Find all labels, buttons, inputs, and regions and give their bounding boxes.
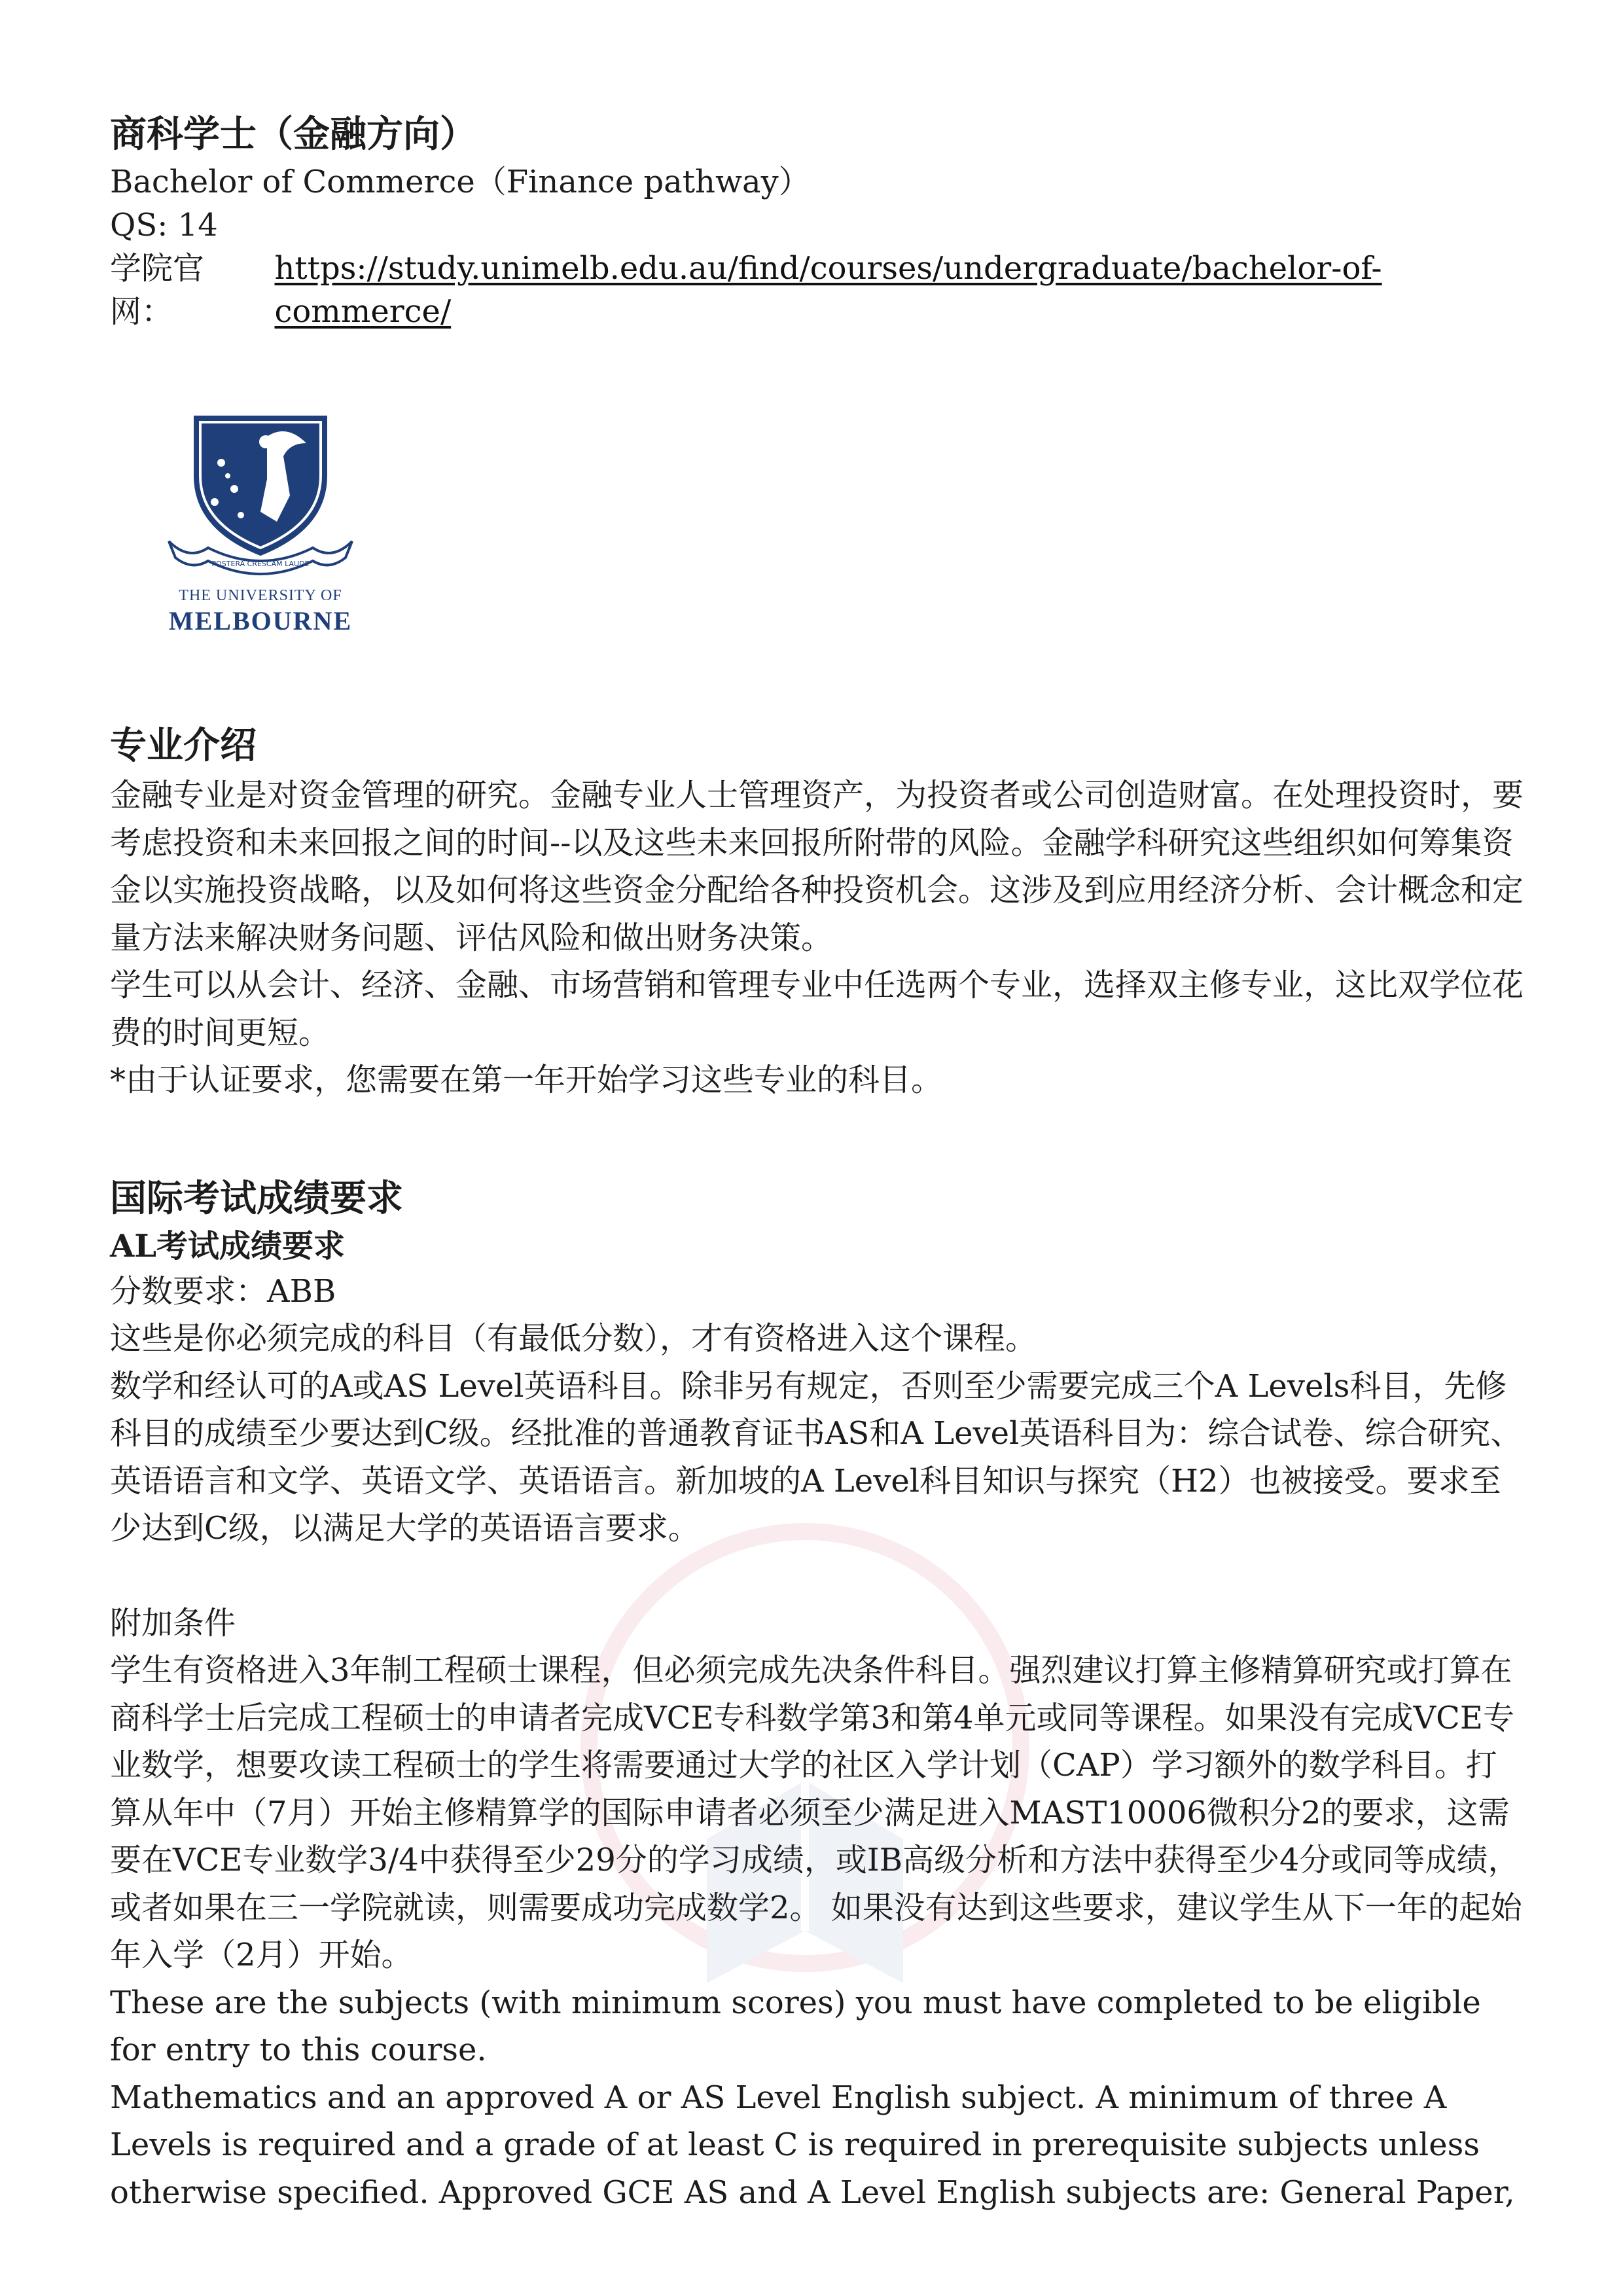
score-requirement: 分数要求：ABB — [110, 1272, 336, 1310]
logo-text-line1: THE UNIVERSITY OF — [179, 587, 342, 604]
page-title: 商科学士（金融方向） — [110, 113, 476, 156]
english-paragraph-2: Mathematics and an approved A or AS Level English subject. A minimum of three A Levels is required and a grade of at least C is required in prerequisite subjects unless otherwise specified. Approved GCE AS and A Level English subjects are: General Paper, — [110, 2079, 1515, 2211]
qs-ranking: QS: 14 — [110, 207, 218, 243]
english-subtitle: Bachelor of Commerce（Finance pathway） — [110, 164, 810, 200]
shield-icon — [195, 417, 326, 554]
website-link[interactable]: https://study.unimelb.edu.au/find/courses/undergraduate/bachelor-of-commerce/ — [274, 250, 1382, 330]
intro-section — [110, 719, 1524, 1104]
requirements-section — [110, 1172, 1524, 2217]
logo-motto: POSTERA CRESCAM LAUDE — [211, 560, 310, 568]
logo-text-line2: MELBOURNE — [168, 606, 353, 636]
website-row — [110, 247, 1524, 333]
additional-conditions-label: 附加条件 — [110, 1604, 236, 1641]
university-logo — [149, 404, 372, 639]
intro-paragraph-2: 学生可以从会计、经济、金融、市场营销和管理专业中任选两个专业，选择双主修专业，这比双学位花费的时间更短。 — [110, 967, 1524, 1051]
intro-paragraph-1: 金融专业是对资金管理的研究。金融专业人士管理资产，为投资者或公司创造财富。在处理投资时，要考虑投资和未来回报之间的时间--以及这些未来回报所附带的风险。金融学科研究这些组织如何筹集资金以实施投资战略，以及如何将这些资金分配给各种投资机会。这涉及到应用经济分析、会计概念和定量方法来解决财务问题、评估风险和做出财务决策。 — [110, 777, 1524, 956]
english-paragraph-1: These are the subjects (with minimum scores) you must have completed to be eligible for entry to this course. — [110, 1984, 1481, 2068]
additional-conditions-text: 学生有资格进入3年制工程硕士课程，但必须完成先决条件科目。强烈建议打算主修精算研究或打算在商科学士后完成工程硕士的申请者完成VCE专科数学第3和第4单元或同等课程。如果没有完成VCE专业数学，想要攻读工程硕士的学生将需要通过大学的社区入学计划（CAP）学习额外的数学科目。打算从年中（7月）开始主修精算学的国际申请者必须至少满足进入MAST10006微积分2的要求，这需要在VCE专业数学3/4中获得至少29分的学习成绩，或IB高级分析和方法中获得至少4分或同等成绩，或者如果在三一学院就读，则需要成功完成数学2。 如果没有达到这些要求，建议学生从下一年的起始年入学（2月）开始。 — [110, 1652, 1522, 1973]
website-label: 学院官网： — [110, 250, 205, 330]
requirements-paragraph-1: 这些是你必须完成的科目（有最低分数），才有资格进入这个课程。 — [110, 1320, 1037, 1357]
intro-heading: 专业介绍 — [110, 724, 257, 767]
requirements-heading: 国际考试成绩要求 — [110, 1176, 403, 1220]
document-page — [110, 108, 1524, 2216]
al-requirements-heading: AL考试成绩要求 — [110, 1227, 345, 1265]
requirements-paragraph-2: 数学和经认可的A或AS Level英语科目。除非另有规定，否则至少需要完成三个A Levels科目，先修科目的成绩至少要达到C级。经批准的普通教育证书AS和A Level英语科目为：综合试卷、综合研究、英语语言和文学、英语文学、英语语言。新加坡的A Level科目知识与探究（H2）也被接受。要求至少达到C级，以满足大学的英语语言要求。 — [110, 1367, 1522, 1547]
intro-note: *由于认证要求，您需要在第一年开始学习这些专业的科目。 — [110, 1062, 943, 1098]
